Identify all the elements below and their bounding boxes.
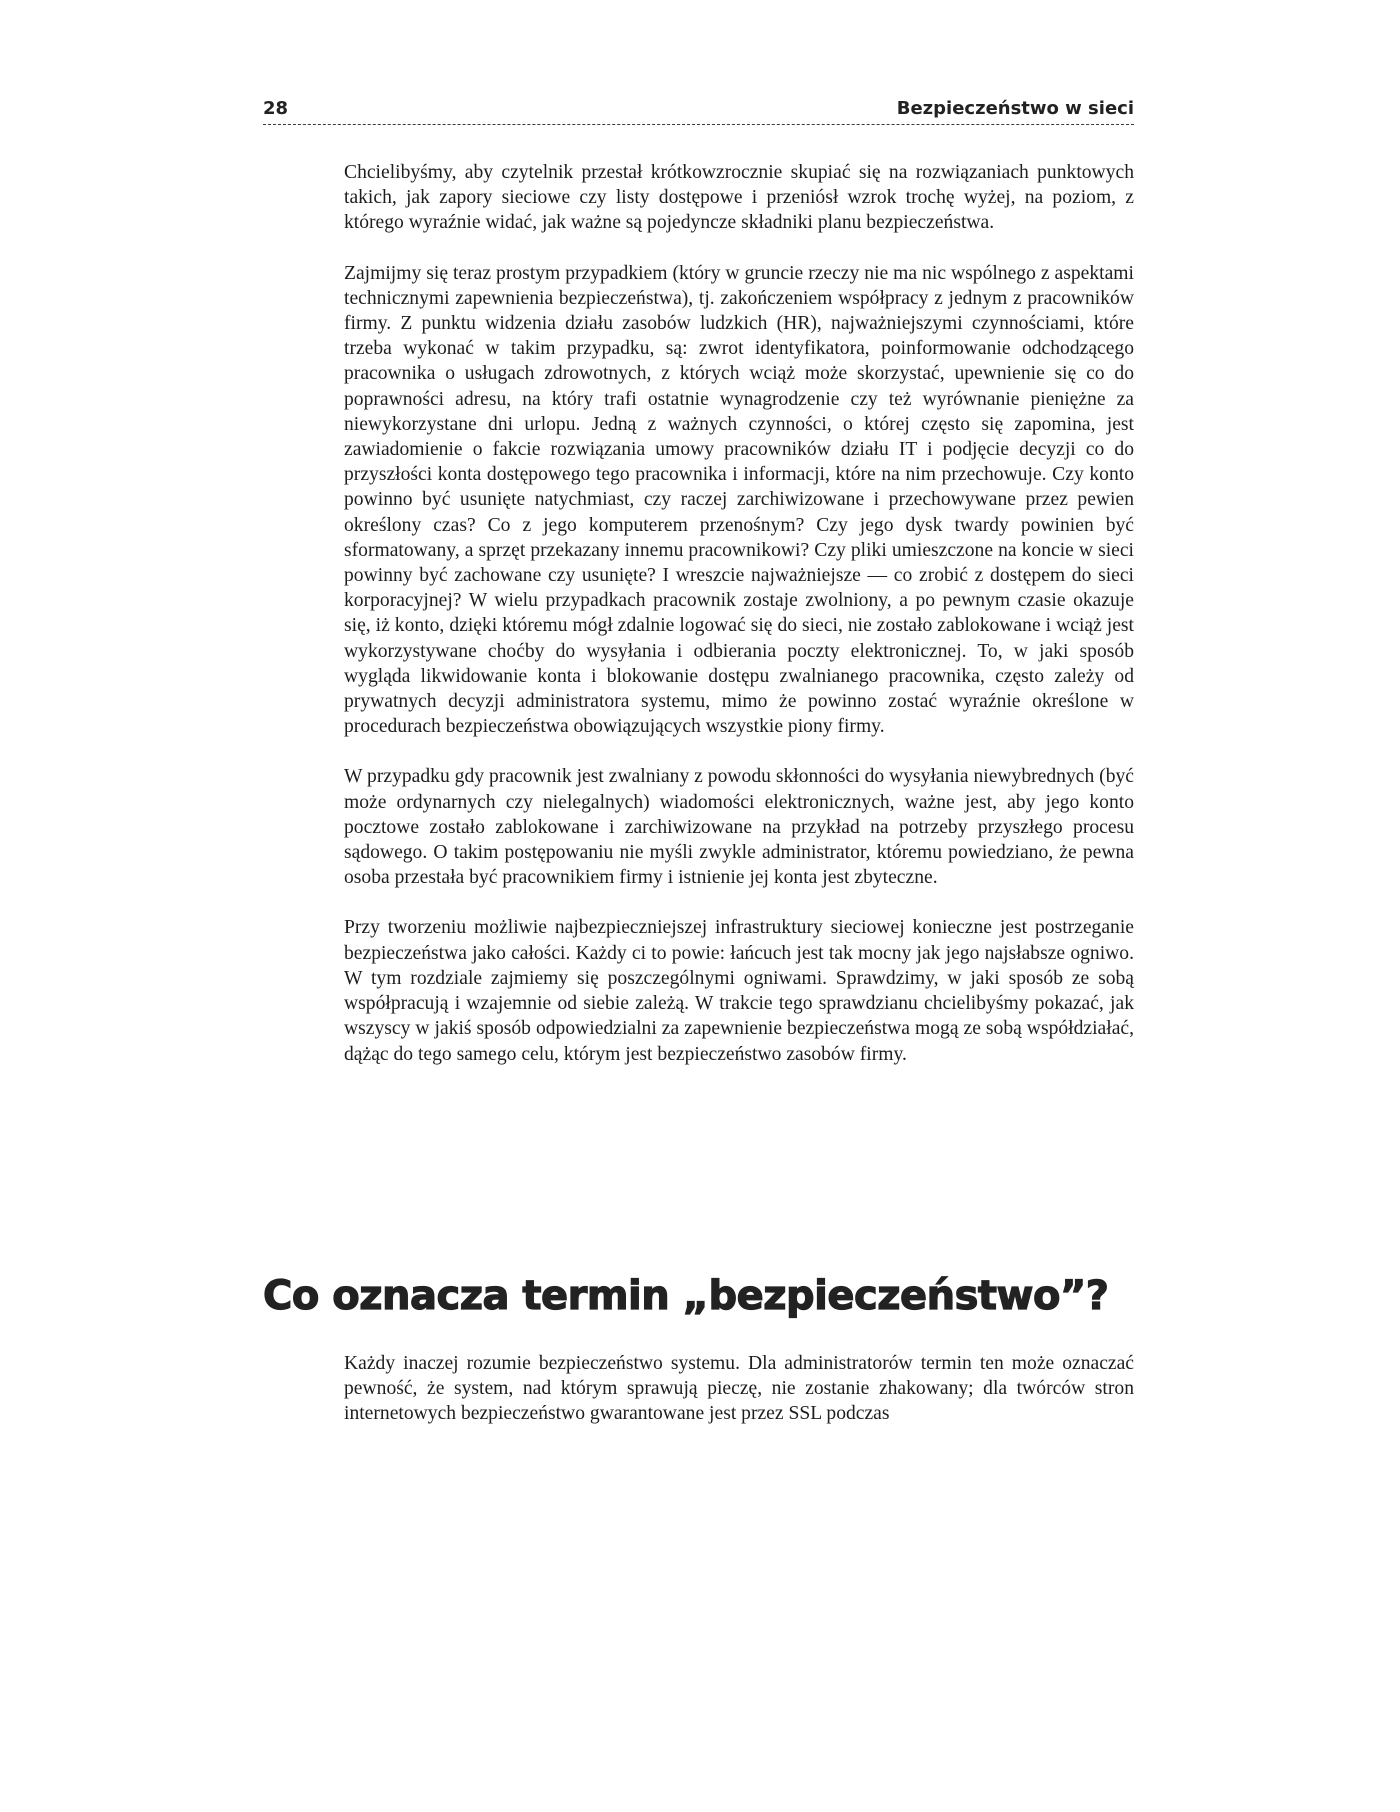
body-text <box>344 160 1134 1092</box>
section-body-text <box>344 1351 1134 1452</box>
running-header <box>263 98 1134 124</box>
paragraph-4: Przy tworzeniu możliwie najbezpieczniejszej infrastruktury sieciowej konieczne jest postrzeganie bezpieczeństwa jako całości. Każdy ci to powie: łańcuch jest tak mocny jak jego najsłabsze ogniwo. W tym rozdziale zajmiemy się poszczególnymi ogniwami. Sprawdzimy, w jaki sposób ze sobą współpracują i wzajemnie od siebie zależą. W trakcie tego sprawdzianu chcielibyśmy pokazać, jak wszyscy w jakiś sposób odpowiedzialni za zapewnienie bezpieczeństwa mogą ze sobą współdziałać, dążąc do tego samego celu, którym jest bezpieczeństwo zasobów firmy. <box>344 917 1134 1065</box>
section-heading: Co oznacza termin „bezpieczeństwo”? <box>263 1273 1109 1319</box>
section-paragraph-1: Każdy inaczej rozumie bezpieczeństwo systemu. Dla administratorów termin ten może oznaczać pewność, że system, nad którym sprawują pieczę, nie zostanie zhakowany; dla twórców stron internetowych bezpieczeństwo gwarantowane jest przez SSL podczas <box>344 1353 1134 1425</box>
paragraph-1: Chcielibyśmy, aby czytelnik przestał krótkowzrocznie skupiać się na rozwiązaniach punktowych takich, jak zapory sieciowe czy listy dostępowe i przeniósł wzrok trochę wyżej, na poziom, z którego wyraźnie widać, jak ważne są pojedyncze składniki planu bezpieczeństwa. <box>344 162 1134 234</box>
chapter-title: Bezpieczeństwo w sieci <box>896 98 1134 119</box>
page-number: 28 <box>263 98 289 119</box>
paragraph-2: Zajmijmy się teraz prostym przypadkiem (który w gruncie rzeczy nie ma nic wspólnego z aspektami technicznymi zapewnienia bezpieczeństwa), tj. zakończeniem współpracy z jednym z pracowników firmy. Z punktu widzenia działu zasobów ludzkich (HR), najważniejszymi czynnościami, które trzeba wykonać w takim przypadku, są: zwrot identyfikatora, poinformowanie odchodzącego pracownika o usługach zdrowotnych, z których wciąż może skorzystać, upewnienie się co do poprawności adresu, na który trafi ostatnie wynagrodzenie czy też wyrównanie pieniężne za niewykorzystane dni urlopu. Jedną z ważnych czynności, o której często się zapomina, jest zawiadomienie o fakcie rozwiązania umowy pracowników działu IT i podjęcie decyzji co do przyszłości konta dostępowego tego pracownika i informacji, które na nim przechowuje. Czy konto powinno być usunięte natychmiast, czy raczej zarchiwizowane i przechowywane przez pewien określony czas? Co z jego komputerem przenośnym? Czy jego dysk twardy powinien być sformatowany, a sprzęt przekazany innemu pracownikowi? Czy pliki umieszczone na koncie w sieci powinny być zachowane czy usunięte? I wreszcie najważniejsze — co zrobić z dostępem do sieci korporacyjnej? W wielu przypadkach pracownik zostaje zwolniony, a po pewnym czasie okazuje się, iż konto, dzięki któremu mógł zdalnie logować się do sieci, nie zostało zablokowane i wciąż jest wykorzystywane choćby do wysyłania i odbierania poczty elektronicznej. To, w jaki sposób wygląda likwidowanie konta i blokowanie dostępu zwalnianego pracownika, często zależy od prywatnych decyzji administratora systemu, mimo że powinno zostać wyraźnie określone w procedurach bezpieczeństwa obowiązujących wszystkie piony firmy. <box>344 262 1134 738</box>
paragraph-3: W przypadku gdy pracownik jest zwalniany z powodu skłonności do wysyłania niewybrednych (być może ordynarnych czy nielegalnych) wiadomości elektronicznych, ważne jest, aby jego konto pocztowe zostało zablokowane i zarchiwizowane na przykład na potrzeby przyszłego procesu sądowego. O takim postępowaniu nie myśli zwykle administrator, któremu powiedziano, że pewna osoba przestała być pracownikiem firmy i istnienie jej konta jest zbyteczne. <box>344 766 1134 889</box>
header-divider <box>263 124 1134 125</box>
